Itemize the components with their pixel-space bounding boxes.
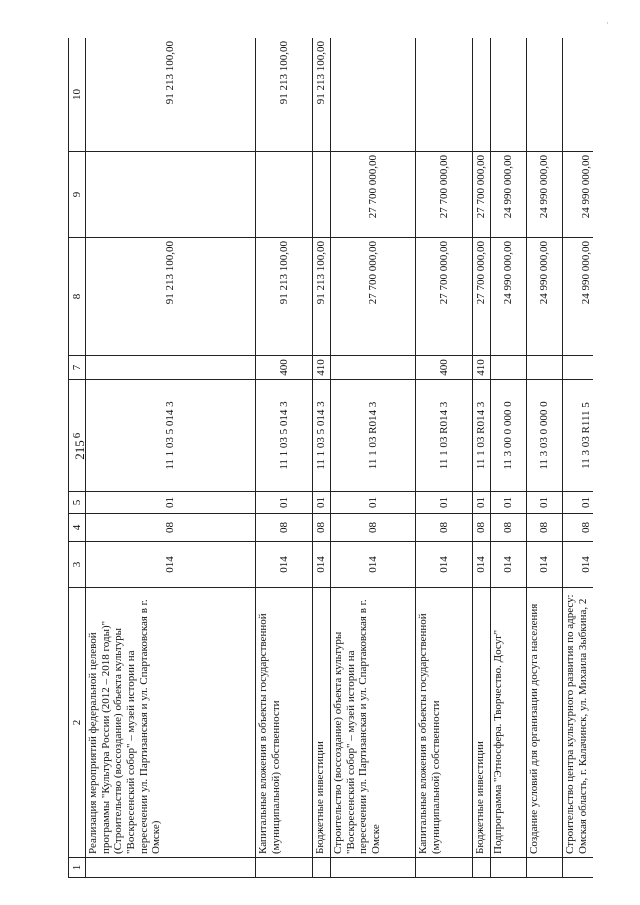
row-name-cell: Бюджетные инвестиции xyxy=(473,588,491,858)
target-article-cell: 11 3 03 0 000 0 xyxy=(527,380,563,492)
header-cell: 9 xyxy=(69,152,86,238)
subsection-cell: 01 xyxy=(563,492,594,514)
expense-type-cell: 400 xyxy=(416,356,473,380)
amount-cell: 24 990 000,00 xyxy=(527,152,563,238)
federal-amount-cell xyxy=(491,38,527,152)
budget-table xyxy=(68,38,593,878)
expense-type-cell xyxy=(331,356,416,380)
amount-cell xyxy=(256,152,313,238)
admin-code-cell: 014 xyxy=(491,542,527,588)
table-frame xyxy=(68,38,593,878)
table-row xyxy=(527,38,563,878)
header-cell: 4 xyxy=(69,514,86,542)
header-cell: 3 xyxy=(69,542,86,588)
target-article-cell: 11 1 03 R014 3 xyxy=(473,380,491,492)
page-number: 215 xyxy=(72,440,87,460)
expense-type-cell xyxy=(527,356,563,380)
expense-type-cell xyxy=(491,356,527,380)
table-row xyxy=(313,38,331,878)
total-amount-cell: 91 213 100,00 xyxy=(86,238,256,356)
row-number-cell xyxy=(416,858,473,878)
expense-type-cell: 410 xyxy=(473,356,491,380)
total-amount-cell: 27 700 000,00 xyxy=(331,238,416,356)
header-cell: 2 xyxy=(69,588,86,858)
table-row xyxy=(491,38,527,878)
expense-type-cell: 410 xyxy=(313,356,331,380)
section-cell: 08 xyxy=(416,514,473,542)
row-number-cell xyxy=(491,858,527,878)
expense-type-cell xyxy=(86,356,256,380)
target-article-cell: 11 1 03 5 014 3 xyxy=(86,380,256,492)
total-amount-cell: 24 990 000,00 xyxy=(563,238,594,356)
total-amount-cell: 91 213 100,00 xyxy=(256,238,313,356)
target-article-cell: 11 3 03 R111 5 xyxy=(563,380,594,492)
row-name-cell: Бюджетные инвестиции xyxy=(313,588,331,858)
amount-cell: 27 700 000,00 xyxy=(416,152,473,238)
subsection-cell: 01 xyxy=(313,492,331,514)
row-name-cell: Создание условий для организации досуга населения xyxy=(527,588,563,858)
section-cell: 08 xyxy=(256,514,313,542)
row-number-cell xyxy=(331,858,416,878)
row-name-cell: Подпрограмма "Этносфера. Творчество. Досуг" xyxy=(491,588,527,858)
total-amount-cell: 27 700 000,00 xyxy=(416,238,473,356)
amount-cell: 27 700 000,00 xyxy=(331,152,416,238)
federal-amount-cell: 91 213 100,00 xyxy=(86,38,256,152)
page-corner-mark: · xyxy=(606,18,609,28)
row-name-cell: Строительство центра культурного развития по адресу: Омская область, г. Калачинск, ул. Михаила Зыбкина, 2 xyxy=(563,588,594,858)
row-number-cell xyxy=(256,858,313,878)
total-amount-cell: 24 990 000,00 xyxy=(527,238,563,356)
table-row xyxy=(563,38,594,878)
subsection-cell: 01 xyxy=(256,492,313,514)
total-amount-cell: 91 213 100,00 xyxy=(313,238,331,356)
row-number-cell xyxy=(563,858,594,878)
admin-code-cell: 014 xyxy=(331,542,416,588)
admin-code-cell: 014 xyxy=(256,542,313,588)
row-number-cell xyxy=(313,858,331,878)
amount-cell: 24 990 000,00 xyxy=(491,152,527,238)
table-row xyxy=(473,38,491,878)
target-article-cell: 11 3 00 0 000 0 xyxy=(491,380,527,492)
header-cell: 8 xyxy=(69,238,86,356)
row-name-cell: Реализация мероприятий федеральной целевой программы "Культура России (2012 – 2018 годы)" (Строительство (воссоздание) объекта культуры "Воскресенский собор" – музей истории на пересечении ул. Партизанская и ул. Спартаковская в г. Омске) xyxy=(86,588,256,858)
header-cell: 1 xyxy=(69,858,86,878)
federal-amount-cell xyxy=(331,38,416,152)
section-cell: 08 xyxy=(527,514,563,542)
section-cell: 08 xyxy=(86,514,256,542)
federal-amount-cell xyxy=(416,38,473,152)
table-row xyxy=(256,38,313,878)
expense-type-cell xyxy=(563,356,594,380)
target-article-cell: 11 1 03 5 014 3 xyxy=(313,380,331,492)
header-cell: 5 xyxy=(69,492,86,514)
amount-cell: 24 990 000,00 xyxy=(563,152,594,238)
expense-type-cell: 400 xyxy=(256,356,313,380)
total-amount-cell: 24 990 000,00 xyxy=(491,238,527,356)
row-name-cell: Строительство (воссоздание) объекта культуры "Воскресенский собор" – музей истории на пересечении ул. Партизанская и ул. Спартаковская в г. Омске xyxy=(331,588,416,858)
row-number-cell xyxy=(473,858,491,878)
header-cell: 6 xyxy=(69,380,86,492)
section-cell: 08 xyxy=(563,514,594,542)
table-row xyxy=(331,38,416,878)
table-row xyxy=(416,38,473,878)
target-article-cell: 11 1 03 R014 3 xyxy=(416,380,473,492)
table-row xyxy=(86,38,256,878)
federal-amount-cell: 91 213 100,00 xyxy=(256,38,313,152)
section-cell: 08 xyxy=(331,514,416,542)
admin-code-cell: 014 xyxy=(313,542,331,588)
admin-code-cell: 014 xyxy=(563,542,594,588)
amount-cell xyxy=(86,152,256,238)
amount-cell: 27 700 000,00 xyxy=(473,152,491,238)
amount-cell xyxy=(313,152,331,238)
target-article-cell: 11 1 03 5 014 3 xyxy=(256,380,313,492)
target-article-cell: 11 1 03 R014 3 xyxy=(331,380,416,492)
header-cell: 10 xyxy=(69,38,86,152)
admin-code-cell: 014 xyxy=(416,542,473,588)
section-cell: 08 xyxy=(473,514,491,542)
subsection-cell: 01 xyxy=(331,492,416,514)
rotated-table-container xyxy=(68,38,593,878)
federal-amount-cell: 91 213 100,00 xyxy=(313,38,331,152)
row-number-cell xyxy=(527,858,563,878)
section-cell: 08 xyxy=(491,514,527,542)
subsection-cell: 01 xyxy=(491,492,527,514)
row-number-cell xyxy=(86,858,256,878)
federal-amount-cell xyxy=(473,38,491,152)
admin-code-cell: 014 xyxy=(527,542,563,588)
federal-amount-cell xyxy=(563,38,594,152)
header-row xyxy=(69,38,86,878)
section-cell: 08 xyxy=(313,514,331,542)
admin-code-cell: 014 xyxy=(473,542,491,588)
header-cell: 7 xyxy=(69,356,86,380)
subsection-cell: 01 xyxy=(473,492,491,514)
subsection-cell: 01 xyxy=(527,492,563,514)
subsection-cell: 01 xyxy=(86,492,256,514)
row-name-cell: Капитальные вложения в объекты государственной (муниципальной) собственности xyxy=(256,588,313,858)
admin-code-cell: 014 xyxy=(86,542,256,588)
total-amount-cell: 27 700 000,00 xyxy=(473,238,491,356)
federal-amount-cell xyxy=(527,38,563,152)
row-name-cell: Капитальные вложения в объекты государственной (муниципальной) собственности xyxy=(416,588,473,858)
subsection-cell: 01 xyxy=(416,492,473,514)
